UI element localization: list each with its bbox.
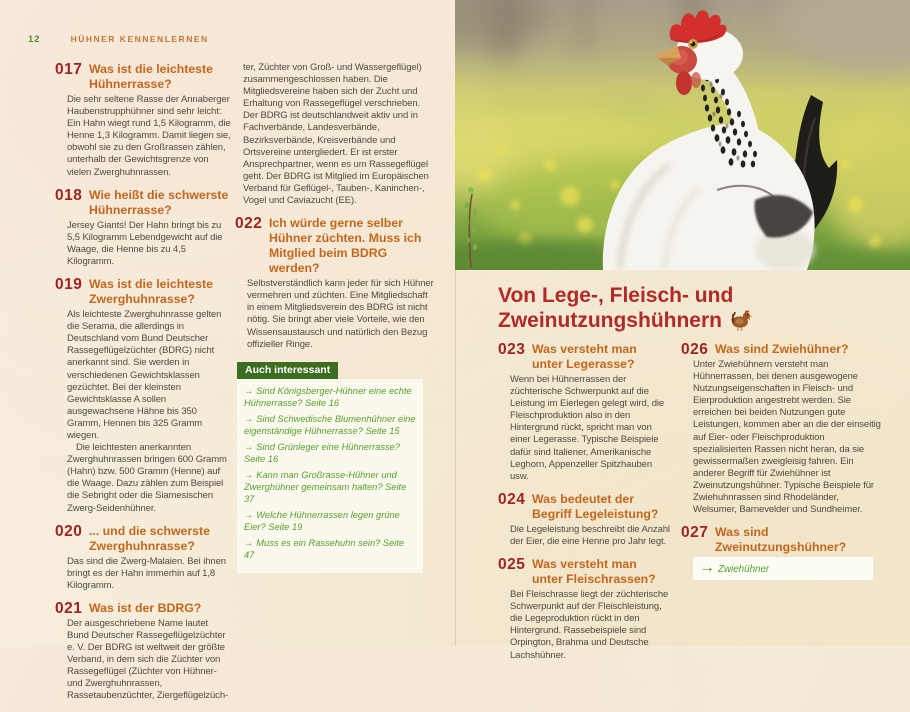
question-017 [55, 62, 231, 179]
box-ref-label: Kann man Großrasse-Hühner und Zwerghühner gemeinsam halten? Seite 37 [244, 469, 407, 504]
question-020 [55, 524, 231, 592]
left-column-2 [235, 62, 435, 573]
arrow-icon: → [244, 469, 254, 480]
question-number: 017 [55, 61, 83, 78]
box-ref-label: Muss es ein Rassehuhn sein? Seite 47 [244, 537, 405, 560]
question-answer: Als leichteste Zwerghuhnrasse gelten die Serama, die allerdings in Deutschland vom Bund Deutscher Rassegeflügelzüchter (BDRG) nicht anerkannt sind. Sie werden in verschiedenen Gewichtsklassen gezüchtet. Bei der kleinsten Gewichtsklasse A sollen ausgewachsene Hähne bis 350 Gramm, Hennen bis 325 Gramm wiegen. [67, 309, 222, 441]
question-023 [498, 342, 670, 483]
arrow-icon: → [244, 385, 254, 396]
question-number: 019 [55, 276, 83, 294]
question-title: Was sind Zwiehühner? [715, 342, 849, 356]
question-answer: Bei Fleischrasse liegt der züchterische Schwerpunkt auf der Fleischleistung, die Legeproduktion rückt in den Hintergrund. Rassebeispiele sind Orpington, Brahma und Deutsche Lachshühner. [510, 589, 669, 661]
question-answer: Das sind die Zwerg-Malaien. Bei ihnen bringt es der Hahn immerhin auf 1,8 Kilogramm. [67, 555, 226, 591]
arrow-icon: → [244, 441, 254, 452]
question-answer: Unter Zwiehühnern versteht man Hühnerrassen, bei denen ausgewogene Nutzungseigenschaften in Fleisch- und Eierproduktion angestrebt werden. Sie erreichen bei beiden Nutzungen gute Leistungen, kommen aber an die der einseitig auf Eier- oder Fleischproduktion spezialisierten Rassen nicht heran, da sie gewissermaßen zweigleisig fahren. Ein anderer Begriff für Zwiehühner ist Zweinutzungshühner. Typische Beispiele für Zwiehuhnrassen sind Rhodeländer, Welsumer, Barnevelder und Sundheimer. [693, 359, 881, 516]
chapter-title [498, 283, 888, 337]
box-title: Auch interessant [245, 363, 331, 376]
question-answer: Jersey Giants! Der Hahn bringt bis zu 5,5 Kilogramm Lebendgewicht auf die Waage, die Henne bis zu 4,5 Kilogramm. [67, 219, 223, 267]
question-title: Was versteht man unter Fleischrassen? [532, 557, 656, 587]
arrow-icon: → [244, 509, 254, 520]
question-title: Ich würde gerne selber Hühner züchten. Muss ich Mitglied beim BDRG werden? [269, 216, 422, 276]
question-title: Wie heißt die schwerste Hühnerrasse? [89, 187, 229, 217]
question-019 [55, 277, 231, 515]
question-title: Was ist der BDRG? [89, 600, 202, 615]
box-ref-label: Sind Grünleger eine Hühnerrasse? Seite 16 [244, 441, 400, 464]
answer-continuation: ter, Züchter von Groß- und Wassergeflügel) zusammengeschlossen haben. Die Mitgliedsvereine haben sich der Zucht und Erhaltung von Rassegeflügel verschrieben. Der BDRG ist deutschlandweit aktiv und in Fachverbände, Landesverbände, Bezirksverbände, Kreisverbände und Ortsvereine untergliedert. Er ist erster Ansprechpartner, wenn es um Rassegeflügel geht. Der BDRG ist Mitglied im Europäischen Verband für Geflügel-, Tauben-, Kaninchen-, Vogel und Caviazucht (EE). [243, 62, 429, 207]
question-number: 027 [681, 524, 709, 542]
chapter-label: HÜHNER KENNENLERNEN [70, 34, 209, 44]
box-reference-list [237, 379, 423, 573]
question-022 [235, 216, 435, 351]
question-018 [55, 188, 231, 268]
question-title: Was ist die leichteste Zwerghuhnrasse? [89, 277, 213, 307]
question-title: Was bedeutet der Begriff Legeleistung? [532, 491, 659, 521]
box-ref-label: Welche Hühnerrassen legen grüne Eier? Seite 19 [244, 509, 400, 532]
question-024 [498, 492, 670, 548]
box-ref-item[interactable] [244, 469, 416, 505]
left-column-1 [55, 62, 231, 712]
chapter-title-line1: Von Lege-, Fleisch- und [498, 284, 734, 307]
arrow-icon: → [244, 413, 254, 424]
auch-interessant-box [237, 360, 427, 573]
right-column-1 [498, 342, 670, 671]
box-ref-item[interactable] [244, 509, 416, 533]
question-026 [681, 342, 885, 516]
box-ref-label: Sind Schwedische Blumenhühner eine eigenständige Hühnerrasse? Seite 15 [244, 413, 416, 436]
arrow-icon: → [699, 559, 715, 577]
page-gutter [455, 270, 456, 646]
question-answer: Der ausgeschriebene Name lautet Bund Deutscher Rassegeflügelzüchter e. V. Der BDRG ist weltweit der größte Verband, in dem sich die Züchter von Rassegeflügel (Züchter von Hühner- und Zwerghuhnrassen, Rassetaubenzüchter, Ziergeflügelzüch- [67, 617, 229, 702]
question-number: 023 [498, 341, 526, 358]
page-header [28, 34, 209, 45]
question-number: 025 [498, 556, 526, 574]
question-number: 020 [55, 522, 83, 540]
cross-reference-link[interactable] [693, 557, 873, 580]
question-number: 018 [55, 186, 83, 204]
chapter-heading [498, 283, 888, 337]
question-answer: Selbstverständlich kann jeder für sich Hühner vermehren und züchten. Eine Mitgliedschaft in einem Mitgliedsverein des BDRG ist nicht nötig. Sie bringt aber viele Vorteile, wie den Wissensaustausch und natürlich den Bezug offizieller Ringe. [247, 278, 434, 350]
question-answer: Die leichtesten anerkannten Zwerghuhnrassen bringen 600 Gramm (Hahn) bzw. 500 Gramm (Henne) auf die Waage. Dazu zählen zum Beispiel die Sebright oder die Siamesischen Zwerg-Seidenhühner. [67, 442, 227, 514]
question-answer: Die sehr seltene Rasse der Annaberger Haubenstrupphühner sind sehr leicht: Ein Hahn wiegt rund 1,5 Kilogramm, die Henne 1,3 Kilogramm. Damit liegen sie, obwohl sie zu den Großrassen zählen, unterhalb der Gewichtsgrenze von vielen Zwerghuhnrassen. [67, 94, 231, 178]
hen-photo-illustration [455, 0, 910, 270]
question-number: 026 [681, 341, 709, 358]
page-number: 12 [28, 34, 41, 45]
chicken-icon [730, 309, 754, 337]
question-number: 022 [235, 215, 263, 233]
question-title: ... und die schwerste Zwerghuhnrasse? [89, 523, 210, 553]
box-ref-item[interactable] [244, 385, 416, 409]
question-number: 021 [55, 599, 83, 617]
question-answer: Wenn bei Hühnerrassen der züchterische Schwerpunkt auf die Leistung im Eierlegen gelegt wird, die Fleischproduktion also in den Hintergrund rückt, spricht man von einer Legerasse. Typische Beispiele dafür sind Italiener, Amerikanische Leghorn, Appenzeller Spitzhauben usw. [510, 374, 665, 482]
arrow-icon: → [244, 537, 254, 548]
box-ref-item[interactable] [244, 413, 416, 437]
question-027 [681, 525, 885, 580]
right-column-2 [681, 342, 885, 589]
box-ref-label: Sind Königsberger-Hühner eine echte Hühnerrasse? Seite 16 [244, 385, 412, 408]
question-answer: Die Legeleistung beschreibt die Anzahl der Eier, die eine Henne pro Jahr legt. [510, 523, 670, 547]
cross-reference-label: Zwiehühner [718, 564, 770, 576]
question-021 [55, 601, 231, 703]
box-ref-item[interactable] [244, 537, 416, 561]
question-number: 024 [498, 490, 526, 508]
box-ref-item[interactable] [244, 441, 416, 465]
chapter-title-line2: Zweinutzungshühnern [498, 309, 722, 332]
question-title: Was versteht man unter Legerasse? [532, 342, 637, 371]
question-title: Was sind Zweinutzungshühner? [715, 525, 847, 555]
question-title: Was ist die leichteste Hühnerrasse? [89, 62, 213, 91]
hen-photo [455, 0, 910, 270]
